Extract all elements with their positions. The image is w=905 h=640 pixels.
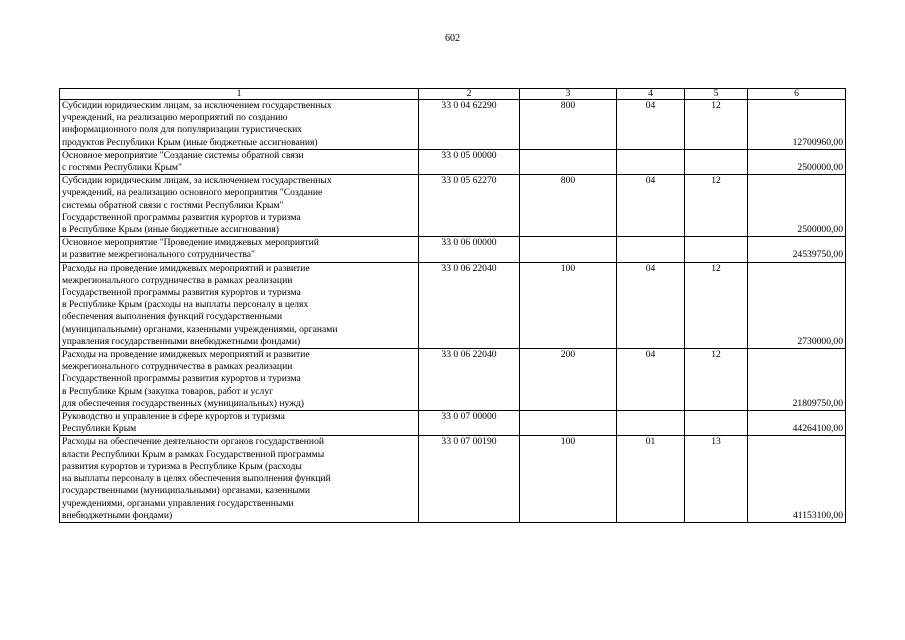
- column-header: 3: [520, 89, 617, 100]
- budget-table: [59, 88, 846, 523]
- subsection-code: [685, 149, 748, 174]
- table-row: [60, 349, 846, 411]
- target-article-code: 33 0 07 00000: [419, 411, 520, 436]
- target-article-code: 33 0 05 62270: [419, 175, 520, 237]
- subsection-code: 12: [685, 175, 748, 237]
- column-header: 5: [685, 89, 748, 100]
- row-description: Расходы на обеспечение деятельности органов государственной власти Республики Крым в рамках Государственной программы развития курортов и туризма в Республике Крым (расходы на выплаты персоналу в целях обеспечения выполнения функций государственными (муниципальными) органами, казенными учреждениями, органами управления государственными внебюджетными фондами): [60, 436, 419, 522]
- table-header-row: [60, 89, 846, 100]
- expense-type-code: 100: [520, 436, 617, 522]
- target-article-code: 33 0 06 22040: [419, 262, 520, 348]
- amount-cell: 44264100,00: [748, 411, 846, 436]
- expense-type-code: [520, 411, 617, 436]
- section-code: 01: [617, 436, 685, 522]
- subsection-code: [685, 411, 748, 436]
- amount-cell: 21809750,00: [748, 349, 846, 411]
- section-code: 04: [617, 175, 685, 237]
- amount-cell: 2730000,00: [748, 262, 846, 348]
- column-header: 6: [748, 89, 846, 100]
- amount-cell: 41153100,00: [748, 436, 846, 522]
- subsection-code: 13: [685, 436, 748, 522]
- table-row: [60, 149, 846, 174]
- subsection-code: [685, 237, 748, 262]
- subsection-code: 12: [685, 100, 748, 150]
- expense-type-code: 200: [520, 349, 617, 411]
- expense-type-code: 100: [520, 262, 617, 348]
- target-article-code: 33 0 05 00000: [419, 149, 520, 174]
- table-row: [60, 411, 846, 436]
- amount-cell: 24539750,00: [748, 237, 846, 262]
- target-article-code: 33 0 06 22040: [419, 349, 520, 411]
- section-code: [617, 237, 685, 262]
- column-header: 4: [617, 89, 685, 100]
- section-code: 04: [617, 100, 685, 150]
- table-row: [60, 436, 846, 522]
- table-row: [60, 100, 846, 150]
- target-article-code: 33 0 07 00190: [419, 436, 520, 522]
- row-description: Основное мероприятие "Создание системы обратной связи с гостями Республики Крым": [60, 149, 419, 174]
- page-number: 602: [445, 33, 460, 44]
- amount-cell: 2500000,00: [748, 175, 846, 237]
- column-header: 1: [60, 89, 419, 100]
- row-description: Субсидии юридическим лицам, за исключением государственных учреждений, на реализацию мероприятий по созданию информационного поля для популяризации туристических продуктов Республики Крым (иные бюджетные ассигнования): [60, 100, 419, 150]
- target-article-code: 33 0 06 00000: [419, 237, 520, 262]
- table-row: [60, 175, 846, 237]
- row-description: Субсидии юридическим лицам, за исключением государственных учреждений, на реализацию основного мероприятия "Создание системы обратной связи с гостями Республики Крым" Государственной программы развития курортов и туризма в Республике Крым (иные бюджетные ассигнования): [60, 175, 419, 237]
- target-article-code: 33 0 04 62290: [419, 100, 520, 150]
- expense-type-code: 800: [520, 100, 617, 150]
- amount-cell: 2500000,00: [748, 149, 846, 174]
- amount-cell: 12700960,00: [748, 100, 846, 150]
- row-description: Расходы на проведение имиджевых мероприятий и развитие межрегионального сотрудничества в рамках реализации Государственной программы развития курортов и туризма в Республике Крым (закупка товаров, работ и услуг для обеспечения государственных (муниципальных) нужд): [60, 349, 419, 411]
- row-description: Основное мероприятие "Проведение имиджевых мероприятий и развитие межрегионального сотрудничества": [60, 237, 419, 262]
- section-code: 04: [617, 262, 685, 348]
- section-code: [617, 149, 685, 174]
- section-code: [617, 411, 685, 436]
- expense-type-code: [520, 237, 617, 262]
- expense-type-code: [520, 149, 617, 174]
- subsection-code: 12: [685, 349, 748, 411]
- table-row: [60, 237, 846, 262]
- table-row: [60, 262, 846, 348]
- column-header: 2: [419, 89, 520, 100]
- expense-type-code: 800: [520, 175, 617, 237]
- row-description: Руководство и управление в сфере курортов и туризма Республики Крым: [60, 411, 419, 436]
- row-description: Расходы на проведение имиджевых мероприятий и развитие межрегионального сотрудничества в рамках реализации Государственной программы развития курортов и туризма в Республике Крым (расходы на выплаты персоналу в целях обеспечения выполнения функций государственными (муниципальными) органами, казенными учреждениями, органами управления государственными внебюджетными фондами): [60, 262, 419, 348]
- section-code: 04: [617, 349, 685, 411]
- subsection-code: 12: [685, 262, 748, 348]
